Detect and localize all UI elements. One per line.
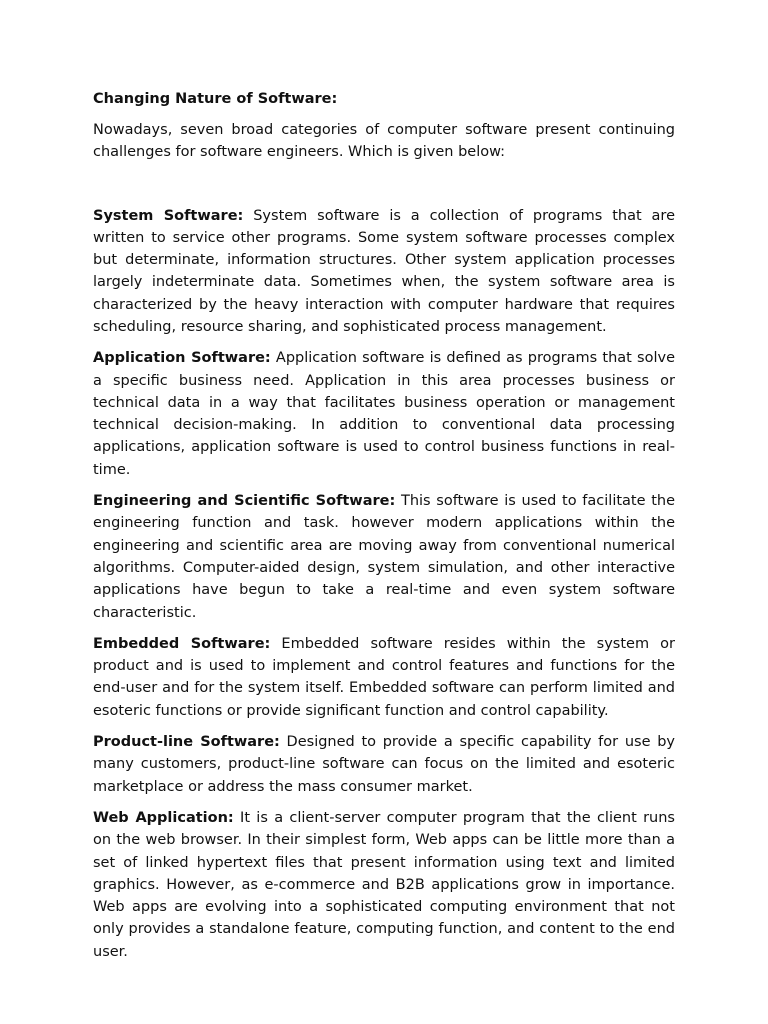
section-system-software [93, 205, 675, 339]
section-text: System software is a collection of programs that are written to service other programs. Some system software processes complex but determinate, information structures. Other system application processes largely indeterminate data. Sometimes when, the system software area is characterized by the heavy interaction with computer hardware that requires scheduling, resource sharing, and sophisticated process management. [93, 207, 675, 335]
section-term: Product-line Software: [93, 734, 280, 751]
sections-list [93, 205, 675, 964]
section-product-line-software [93, 731, 675, 798]
section-term: Application Software: [93, 350, 271, 367]
section-text: Application software is defined as programs that solve a specific business need. Application in this area processes business or technical data in a way that facilitates business operation or management technical decision-making. In addition to conventional data processing applications, application software is used to control business functions in real-time. [93, 350, 675, 478]
intro-paragraph: Nowadays, seven broad categories of computer software present continuing challenges for software engineers. Which is given below: [93, 121, 675, 160]
section-engineering-scientific-software [93, 490, 675, 624]
document-title: Changing Nature of Software: [93, 91, 338, 107]
section-term: System Software: [93, 207, 244, 224]
section-text: Designed to provide a specific capability for use by many customers, product-line software can focus on the limited and esoteric marketplace or address the mass consumer market. [93, 734, 675, 795]
section-web-application [93, 807, 675, 963]
section-text: It is a client-server computer program that the client runs on the web browser. In their simplest form, Web apps can be little more than a set of linked hypertext files that present information using text and limited graphics. However, as e-commerce and B2B applications grow in importance. Web apps are evolving into a sophisticated computing environment that not only provides a standalone feature, computing function, and content to the end user. [93, 809, 675, 960]
section-embedded-software [93, 633, 675, 722]
section-term: Engineering and Scientific Software: [93, 493, 396, 510]
section-term: Embedded Software: [93, 635, 271, 652]
section-application-software [93, 347, 675, 481]
section-term: Web Application: [93, 809, 234, 826]
section-text: This software is used to facilitate the engineering function and task. however modern applications within the engineering and scientific area are moving away from conventional numerical algorithms. Computer-aided design, system simulation, and other interactive applications have begun to take a real-time and even system software characteristic. [93, 493, 675, 621]
document-page [93, 88, 675, 972]
section-text: Embedded software resides within the system or product and is used to implement and control features and functions for the end-user and for the system itself. Embedded software can perform limited and esoteric functions or provide significant function and control capability. [93, 635, 676, 719]
